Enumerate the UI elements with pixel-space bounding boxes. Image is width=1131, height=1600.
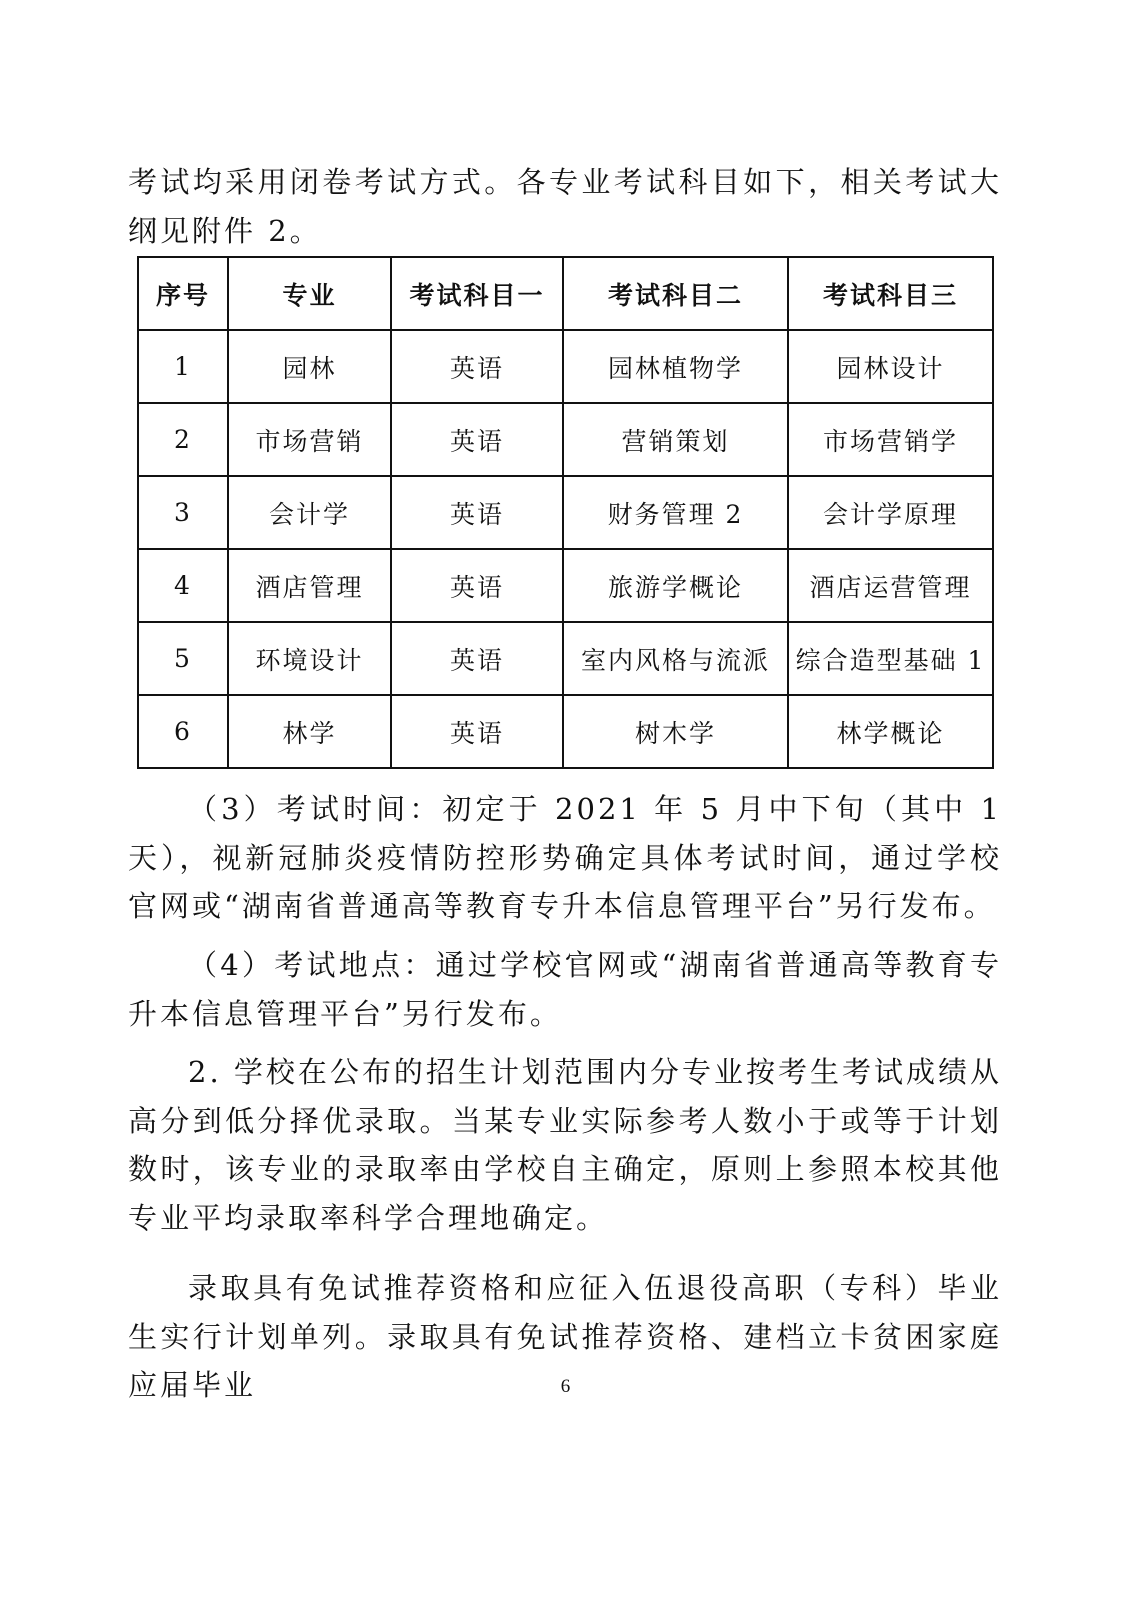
cell-subject-2: 营销策划 (563, 403, 788, 476)
cell-subject-2: 园林植物学 (563, 330, 788, 403)
table-row (138, 330, 993, 403)
cell-subject-2: 财务管理 2 (563, 476, 788, 549)
header-subject-1: 考试科目一 (391, 257, 563, 330)
cell-subject-1: 英语 (391, 695, 563, 768)
cell-major: 环境设计 (228, 622, 391, 695)
cell-index: 4 (138, 549, 228, 622)
exam-time-paragraph: （3）考试时间：初定于 2021 年 5 月中下旬（其中 1 天），视新冠肺炎疫情防控形势确定具体考试时间，通过学校官网或“湖南省普通高等教育专升本信息管理平台”另行发布。 (128, 792, 1002, 923)
table-row (138, 403, 993, 476)
header-subject-2: 考试科目二 (563, 257, 788, 330)
cell-index: 5 (138, 622, 228, 695)
cell-subject-3: 林学概论 (788, 695, 993, 768)
cell-subject-3: 综合造型基础 1 (788, 622, 993, 695)
cell-index: 1 (138, 330, 228, 403)
cell-subject-2: 树木学 (563, 695, 788, 768)
cell-major: 林学 (228, 695, 391, 768)
cell-subject-1: 英语 (391, 330, 563, 403)
table-header-row (138, 257, 993, 330)
cell-subject-2: 旅游学概论 (563, 549, 788, 622)
cell-subject-1: 英语 (391, 622, 563, 695)
cell-subject-2: 室内风格与流派 (563, 622, 788, 695)
cell-subject-1: 英语 (391, 476, 563, 549)
cell-major: 酒店管理 (228, 549, 391, 622)
cell-subject-3: 酒店运营管理 (788, 549, 993, 622)
intro-paragraph: 考试均采用闭卷考试方式。各专业考试科目如下，相关考试大纲见附件 2。 (128, 165, 1002, 248)
header-subject-3: 考试科目三 (788, 257, 993, 330)
page-number: 6 (560, 1376, 571, 1397)
cell-major: 市场营销 (228, 403, 391, 476)
cell-index: 6 (138, 695, 228, 768)
cell-major: 园林 (228, 330, 391, 403)
cell-index: 2 (138, 403, 228, 476)
separate-list-paragraph: 录取具有免试推荐资格和应征入伍退役高职（专科）毕业生实行计划单列。录取具有免试推荐资格、建档立卡贫困家庭应届毕业 (128, 1271, 1002, 1402)
cell-index: 3 (138, 476, 228, 549)
admission-paragraph: 2. 学校在公布的招生计划范围内分专业按考生考试成绩从高分到低分择优录取。当某专业实际参考人数小于或等于计划数时，该专业的录取率由学校自主确定，原则上参照本校其他专业平均录取率科学合理地确定。 (128, 1055, 1002, 1235)
cell-subject-3: 市场营销学 (788, 403, 993, 476)
cell-subject-3: 会计学原理 (788, 476, 993, 549)
header-index: 序号 (138, 257, 228, 330)
header-major: 专业 (228, 257, 391, 330)
exam-place-paragraph: （4）考试地点：通过学校官网或“湖南省普通高等教育专升本信息管理平台”另行发布。 (128, 948, 1002, 1031)
table-row (138, 695, 993, 768)
cell-subject-1: 英语 (391, 549, 563, 622)
table-row (138, 476, 993, 549)
table-row (138, 549, 993, 622)
table-row (138, 622, 993, 695)
cell-subject-3: 园林设计 (788, 330, 993, 403)
exam-subjects-table (137, 256, 994, 769)
cell-subject-1: 英语 (391, 403, 563, 476)
cell-major: 会计学 (228, 476, 391, 549)
